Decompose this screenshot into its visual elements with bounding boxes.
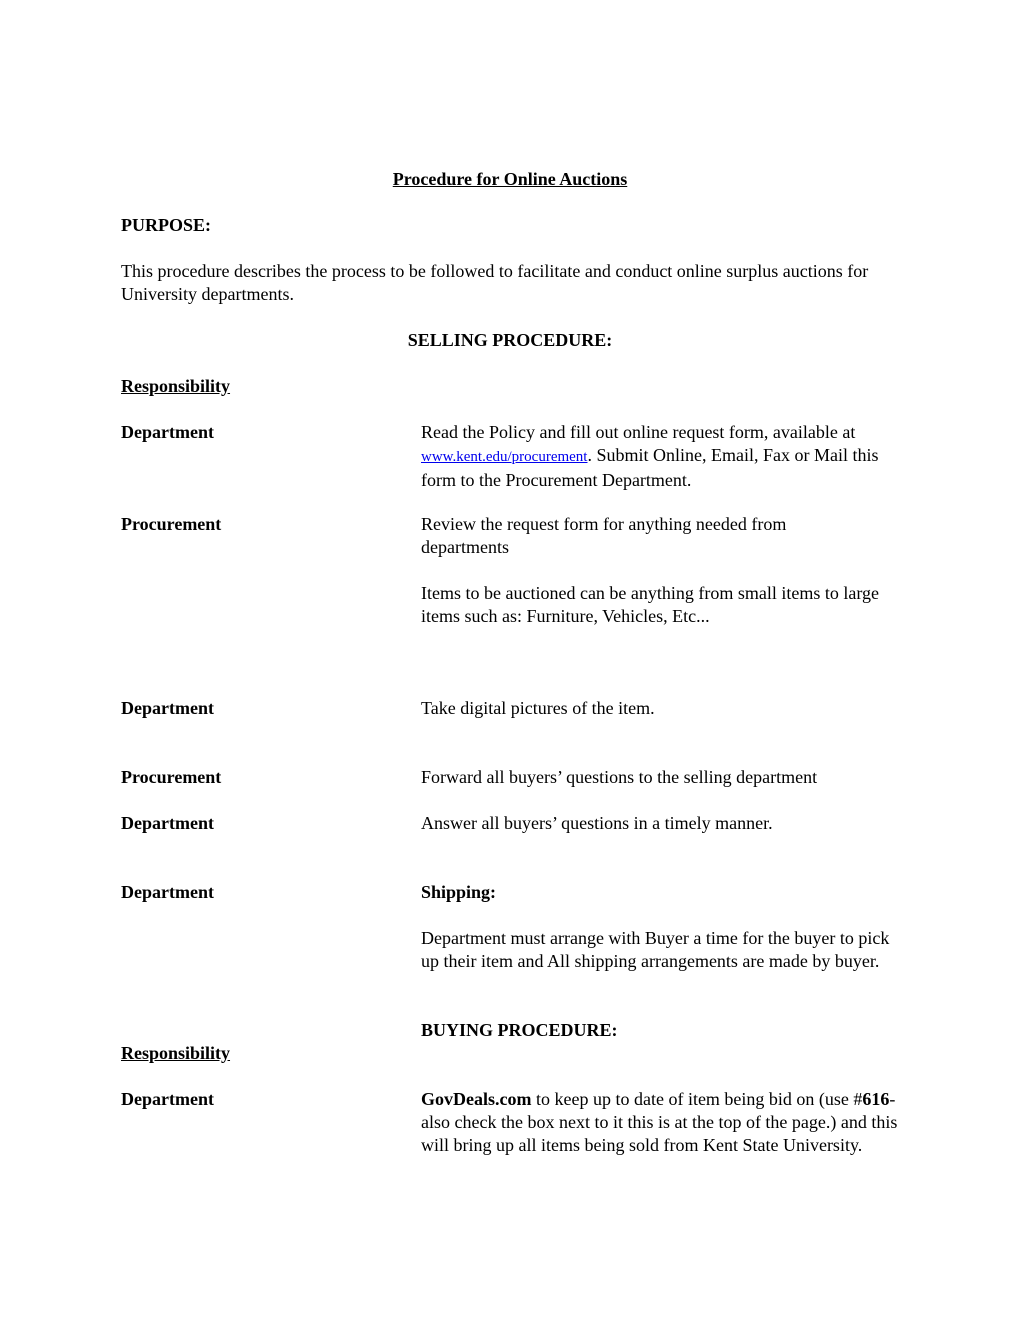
row-text-forward: Forward all buyers’ questions to the selling department <box>421 767 818 787</box>
govdeals-text-after: -also check the box next to it this is at the top of the page.) and this will bring up all items being sold from Kent State University. <box>421 1089 898 1155</box>
row-role-department: Department <box>121 698 214 718</box>
purpose-text: This procedure describes the process to be followed to facilitate and conduct online surplus auctions for University departments. <box>121 261 869 304</box>
purpose-heading: PURPOSE: <box>121 215 211 235</box>
row-text-request-form <box>421 421 891 492</box>
row-role-department: Department <box>121 882 214 902</box>
request-form-text: Read the Policy and fill out online request form, available at <box>421 422 856 442</box>
responsibility-heading: Responsibility <box>121 376 231 396</box>
row-text-items: Items to be auctioned can be anything from small items to large items such as: Furniture, Vehicles, Etc... <box>421 583 880 626</box>
row-text-pictures: Take digital pictures of the item. <box>421 698 655 718</box>
row-text-review: Review the request form for anything needed from departments <box>421 514 787 557</box>
shipping-heading: Shipping: <box>421 882 497 902</box>
selling-procedure-heading: SELLING PROCEDURE: <box>407 330 613 350</box>
row-role-department: Department <box>121 813 214 833</box>
request-form-text-after: . Submit Online, Email, Fax or Mail this form to the Procurement Department. <box>421 445 879 490</box>
row-text-shipping: Department must arrange with Buyer a time for the buyer to pick up their item and All shipping arrangements are made by buyer. <box>421 928 890 971</box>
row-role-procurement: Procurement <box>121 767 222 787</box>
seller-number: 616 <box>862 1089 890 1109</box>
row-text-answer: Answer all buyers’ questions in a timely manner. <box>421 813 773 833</box>
buying-procedure-heading: BUYING PROCEDURE: <box>421 1020 618 1040</box>
govdeals-site: GovDeals.com <box>421 1089 532 1109</box>
row-role-department: Department <box>121 422 214 442</box>
row-role-department: Department <box>121 1089 214 1109</box>
row-text-govdeals <box>421 1088 906 1157</box>
procurement-link[interactable]: www.kent.edu/procurement <box>421 449 588 465</box>
row-role-procurement: Procurement <box>121 514 222 534</box>
responsibility-heading: Responsibility <box>121 1043 231 1063</box>
page-title: Procedure for Online Auctions <box>392 169 628 189</box>
govdeals-text: to keep up to date of item being bid on (use # <box>531 1089 863 1109</box>
